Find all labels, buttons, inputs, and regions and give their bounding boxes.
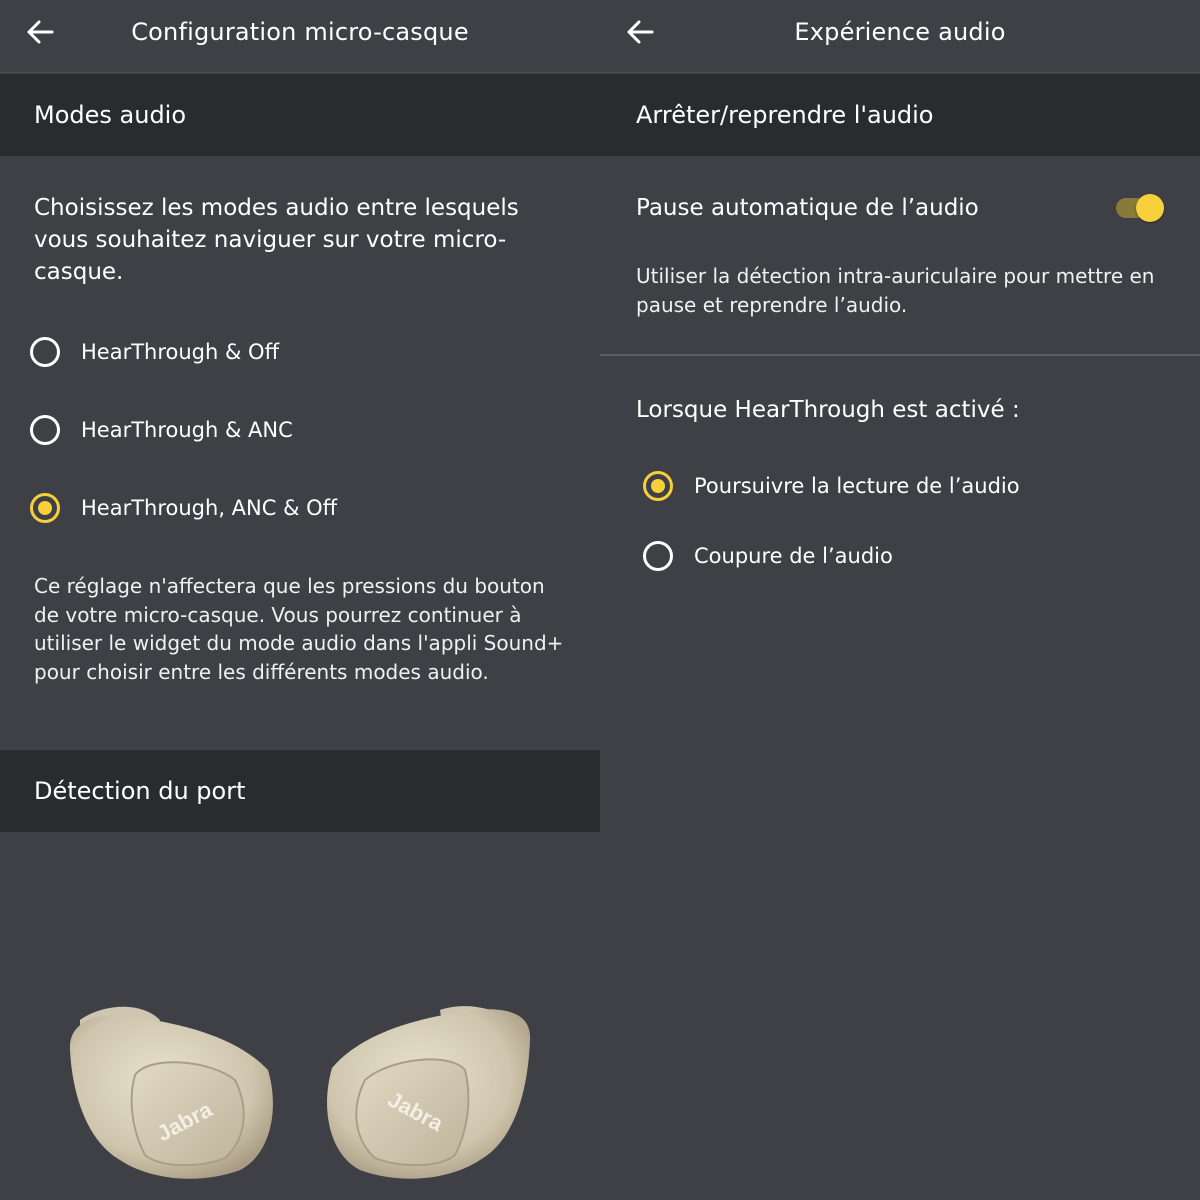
radio-button[interactable]	[30, 337, 60, 367]
section-header-pause-resume	[600, 74, 1200, 156]
intro-text: Choisissez les modes audio entre lesquels vous souhaitez naviguer sur votre micro-casque.	[34, 195, 519, 285]
radio-button-selected[interactable]	[30, 493, 60, 523]
radio-option-mute-audio[interactable]	[643, 536, 893, 576]
earbuds-image	[40, 990, 560, 1200]
page-title: Configuration micro-casque	[131, 18, 469, 46]
radio-label: HearThrough, ANC & Off	[81, 496, 338, 520]
radio-option-continue-audio[interactable]	[643, 466, 1020, 506]
toggle-knob	[1136, 194, 1164, 222]
radio-option-hearthrough-anc[interactable]	[30, 410, 293, 450]
right-earbud	[327, 1006, 530, 1179]
auto-pause-label: Pause automatique de l’audio	[636, 195, 979, 221]
radio-label: Poursuivre la lecture de l’audio	[694, 474, 1020, 498]
radio-label: HearThrough & Off	[81, 340, 280, 364]
section-title: Modes audio	[34, 101, 187, 129]
brand-logo: Jabra	[152, 1096, 217, 1147]
radio-button[interactable]	[643, 541, 673, 571]
brand-logo: Jabra	[383, 1086, 448, 1137]
auto-pause-toggle[interactable]	[1116, 192, 1166, 224]
radio-label: Coupure de l’audio	[694, 544, 893, 568]
audio-experience-screen	[600, 0, 1200, 1200]
top-bar	[0, 0, 600, 73]
section-header-audio-modes	[0, 74, 600, 156]
left-earbud	[70, 1007, 273, 1179]
section-header-wear-detection[interactable]	[0, 750, 600, 832]
auto-pause-description: Utiliser la détection intra-auriculaire pour mettre en pause et reprendre l’audio.	[636, 264, 1155, 317]
radio-label: HearThrough & ANC	[81, 418, 293, 442]
divider	[600, 354, 1200, 356]
info-note: Ce réglage n'affectera que les pressions du bouton de votre micro-casque. Vous pourrez continuer à utiliser le widget du mode audio dans l'appli Sound+ pour choisir entre les différents modes audio.	[34, 574, 564, 684]
top-bar	[600, 0, 1200, 73]
section-title: Détection du port	[34, 777, 246, 805]
radio-button[interactable]	[30, 415, 60, 445]
radio-option-hearthrough-anc-off[interactable]	[30, 488, 337, 528]
section-title: Arrêter/reprendre l'audio	[636, 101, 934, 129]
radio-button-selected[interactable]	[643, 471, 673, 501]
radio-option-hearthrough-off[interactable]	[30, 332, 279, 372]
page-title: Expérience audio	[794, 18, 1006, 46]
hearthrough-heading: Lorsque HearThrough est activé :	[636, 397, 1020, 423]
